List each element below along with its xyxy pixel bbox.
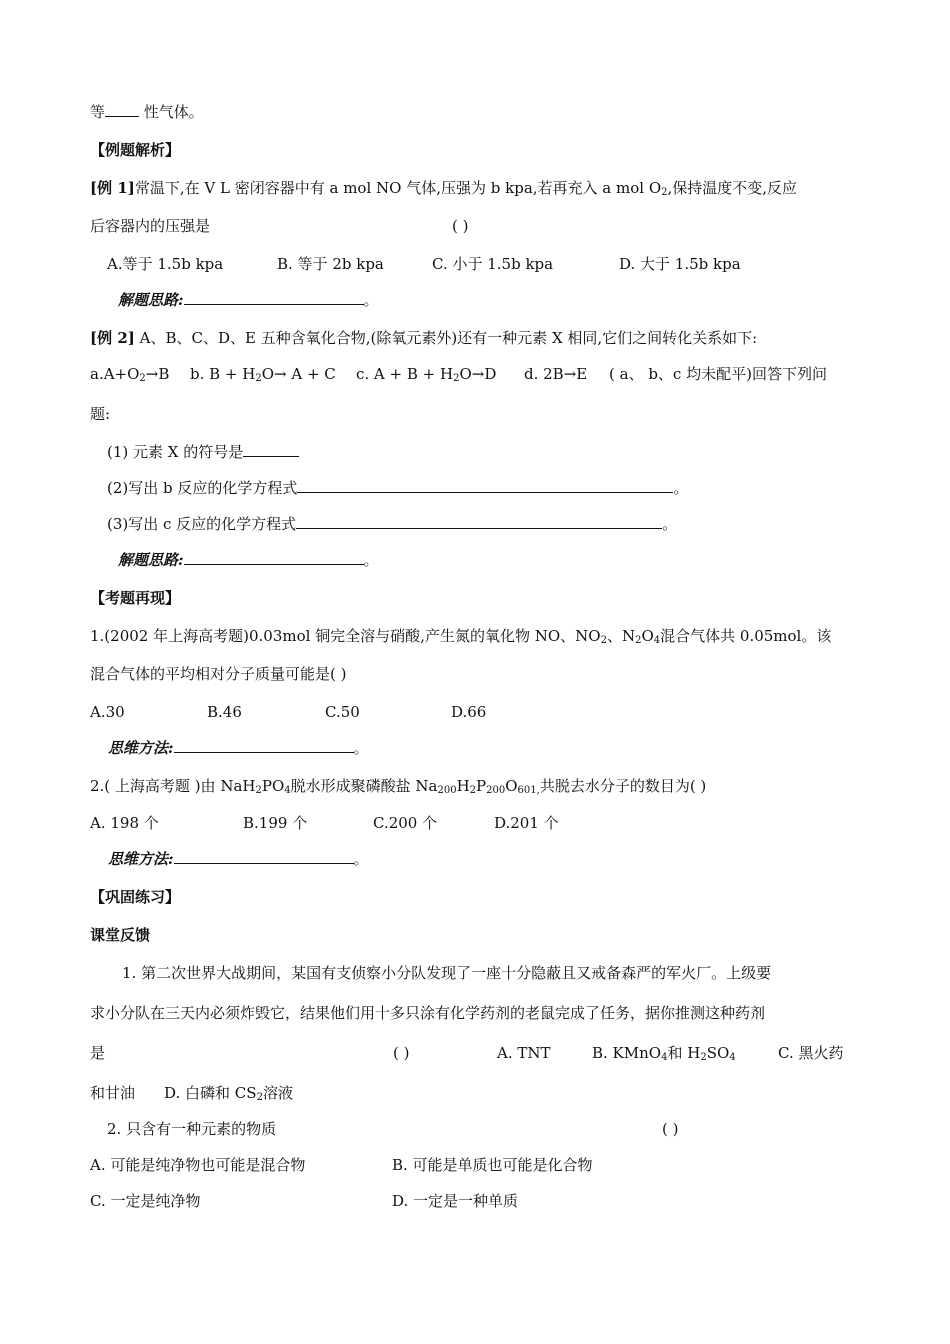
exam-1-option-d: D.66 [451, 703, 487, 721]
example-2-hint: 解题思路: 。 [118, 551, 379, 569]
fill-blank [105, 102, 139, 117]
practice-1-line-2: 求小分队在三天内必须炸毁它，结果他们用十多只涂有化学药剂的老鼠完成了任务，据你推测这种药剂 [90, 1004, 766, 1022]
section-practice-heading: 【巩固练习】 [90, 888, 181, 906]
section-classroom-heading: 课堂反馈 [90, 926, 151, 944]
exam-1-option-a: A.30 [90, 703, 125, 721]
exam-1-line-1: 1.(2002 年上海高考题)0.03mol 铜完全溶与硝酸,产生氮的氧化物 NO、$NO_2$、$N_2O_4$混合气体共 0.05mol。该 [90, 627, 832, 646]
example-2-reaction-c: c. $A + B + H_2O\to D$ [356, 365, 497, 384]
example-1-option-d: D. 大于 1.5b kpa [619, 255, 741, 273]
example-2-question-1: (1) 元素 X 的符号是 [107, 442, 299, 462]
practice-1-option-d: D. 白磷和 $CS_2$溶液 [164, 1084, 293, 1103]
example-2-line-3: 题: [90, 405, 111, 423]
practice-2-line-1: 2. 只含有一种元素的物质 [107, 1120, 277, 1138]
practice-1-option-c: C. 黑火药 [778, 1044, 844, 1062]
practice-1-line-3: 是 [90, 1044, 106, 1062]
practice-1-option-a: A. TNT [497, 1044, 551, 1062]
example-2-line-1: [例 2] A、B、C、D、E 五种含氧化合物,(除氧元素外)还有一种元素 X 相同,它们之间转化关系如下: [90, 329, 758, 347]
example-1-option-c: C. 小于 1.5b kpa [432, 255, 554, 273]
example-1-line-2: 后容器内的压强是 [90, 217, 211, 235]
exam-1-line-2: 混合气体的平均相对分子质量可能是( ) [90, 665, 347, 683]
exam-2-option-c: C.200 个 [373, 814, 438, 832]
example-1-answer-paren: ( ) [452, 217, 469, 235]
exam-2-option-b: B.199 个 [243, 814, 308, 832]
exam-2-line-1: 2.( 上海高考题 )由 $NaH_2PO_4$脱水形成聚磷酸盐 $Na_{200}H_2P_{200}O_{601,}$共脱去水分子的数目为( ) [90, 777, 707, 796]
exam-2-hint: 思维方法: 。 [108, 850, 369, 868]
example-1-line-1: [例 1]常温下,在 V L 密闭容器中有 a mol NO 气体,压强为 b kpa,若再充入 a mol $O_2$,保持温度不变,反应 [90, 179, 798, 198]
intro-line: 等 性气体。 [90, 103, 204, 121]
practice-2-option-c: C. 一定是纯净物 [90, 1192, 201, 1210]
exam-1-hint: 思维方法: 。 [108, 739, 369, 757]
example-1-hint: 解题思路: 。 [118, 291, 379, 309]
example-2-question-2: (2)写出 b 反应的化学方程式 。 [107, 479, 689, 497]
practice-1-option-b: B. KMnO$_4$和 $H_2SO_4$ [592, 1044, 736, 1063]
example-1-option-a: A.等于 1.5b kpa [107, 255, 224, 273]
example-2-reaction-d: d. 2B→E [524, 365, 588, 383]
practice-1-line-1: 1. 第二次世界大战期间，某国有支侦察小分队发现了一座十分隐蔽且又戒备森严的军火厂。上级要 [122, 964, 772, 982]
example-1-option-b: B. 等于 2b kpa [277, 255, 384, 273]
example-2-reactions: $a.A+O_2\to B$ [90, 365, 170, 384]
practice-1-answer-paren: ( ) [393, 1044, 410, 1062]
exam-1-option-b: B.46 [207, 703, 242, 721]
exam-1-option-c: C.50 [325, 703, 360, 721]
practice-2-option-b: B. 可能是单质也可能是化合物 [392, 1156, 593, 1174]
practice-1-line-4: 和甘油 [90, 1084, 136, 1102]
exam-2-option-d: D.201 个 [494, 814, 559, 832]
exam-2-option-a: A. 198 个 [90, 814, 159, 832]
example-2-question-3: (3)写出 c 反应的化学方程式 。 [107, 515, 678, 533]
example-2-reaction-note: ( a、 b、c 均未配平)回答下列问 [609, 365, 827, 383]
example-2-reaction-b: b. $B + H_2O\to A + C$ [190, 365, 336, 384]
section-examples-heading: 【例题解析】 [90, 141, 181, 159]
practice-2-option-d: D. 一定是一种单质 [392, 1192, 519, 1210]
section-exam-heading: 【考题再现】 [90, 589, 181, 607]
practice-2-option-a: A. 可能是纯净物也可能是混合物 [90, 1156, 306, 1174]
practice-2-answer-paren: ( ) [662, 1120, 679, 1138]
